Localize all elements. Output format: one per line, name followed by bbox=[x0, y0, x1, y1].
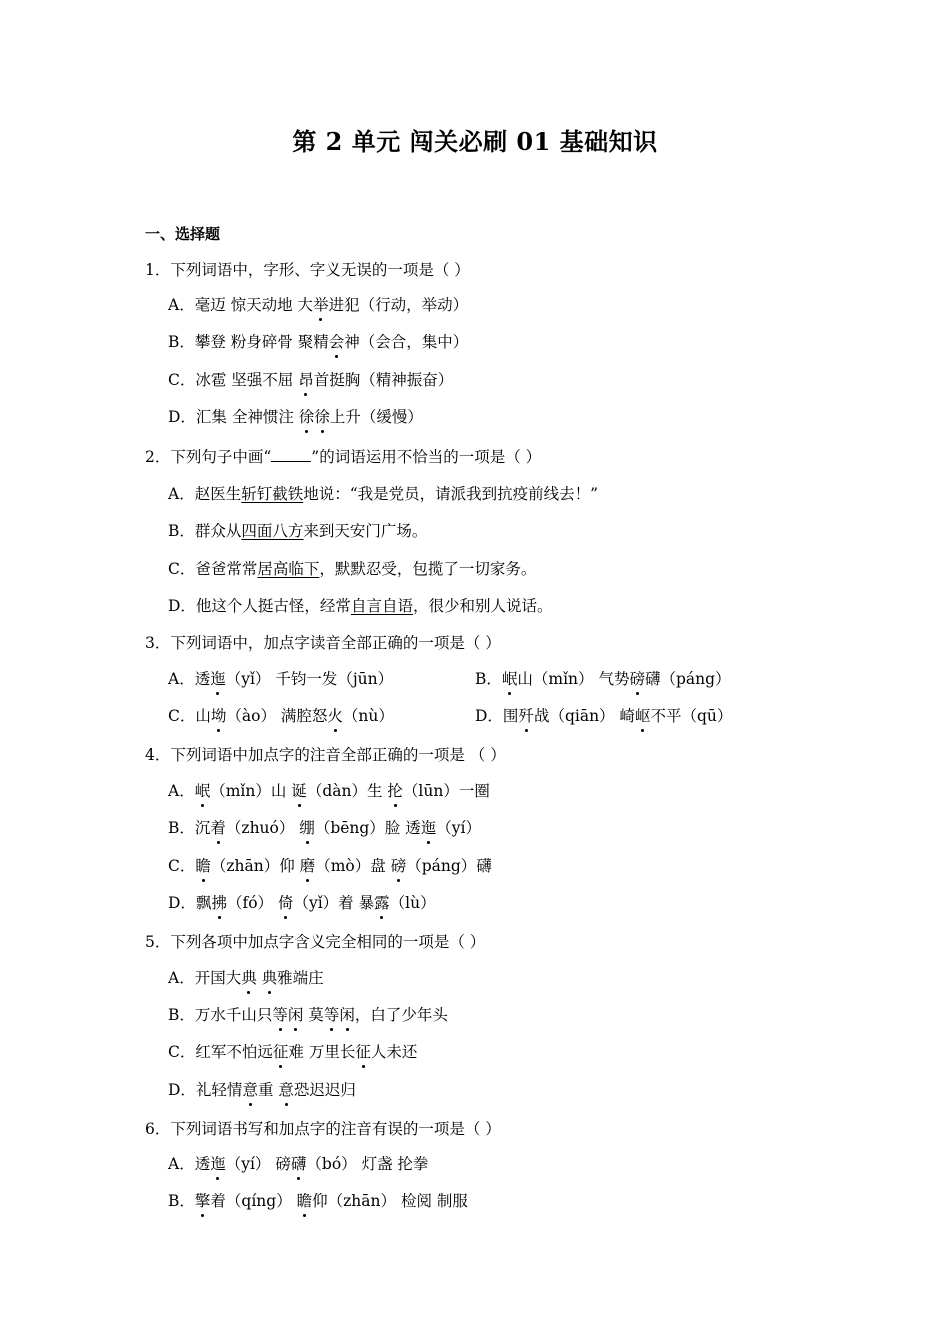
question-6-option-b: B．擎着（qíng） 瞻仰（zhān） 检阅 制服 bbox=[168, 1192, 468, 1210]
question-6-stem: 6．下列词语书写和加点字的注音有误的一项是（ ） bbox=[145, 1120, 501, 1138]
question-2-option-d: D．他这个人挺古怪，经常自言自语，很少和别人说话。 bbox=[168, 597, 553, 615]
question-1-option-c: C．冰雹 坚强不屈 昂首挺胸（精神振奋） bbox=[168, 371, 454, 389]
question-5-option-c: C．红军不怕远征难 万里长征人未还 bbox=[168, 1043, 418, 1061]
question-4-stem: 4．下列词语中加点字的注音全部正确的一项是 （ ） bbox=[145, 746, 506, 764]
question-1-option-b: B．攀登 粉身碎骨 聚精会神（会合，集中） bbox=[168, 333, 469, 351]
question-1-option-d: D．汇集 全神惯注 徐徐上升（缓慢） bbox=[168, 408, 423, 426]
question-5-option-b: B．万水千山只等闲 莫等闲，白了少年头 bbox=[168, 1006, 448, 1024]
question-4-option-a: A．岷（mǐn）山 诞（dàn）生 抡（lūn）一圈 bbox=[168, 782, 490, 800]
question-3-option-b: B．岷山（mǐn） 气势磅礴（páng） bbox=[475, 670, 731, 688]
question-2-option-a: A．赵医生斩钉截铁地说：“我是党员，请派我到抗疫前线去！” bbox=[168, 485, 599, 503]
underline-blank bbox=[271, 448, 311, 462]
question-5-option-a: A．开国大典 典雅端庄 bbox=[168, 969, 324, 987]
question-1-stem: 1．下列词语中，字形、字义无误的一项是（ ） bbox=[145, 261, 470, 279]
question-2-option-b: B．群众从四面八方来到天安门广场。 bbox=[168, 522, 428, 540]
question-6-option-a: A．透迤（yí） 磅礴（bó） 灯盏 抡拳 bbox=[168, 1155, 429, 1173]
question-2-stem: 2．下列句子中画“ ”的词语运用不恰当的一项是（ ） bbox=[145, 448, 542, 466]
question-3-option-d: D．围歼战（qiān） 崎岖不平（qū） bbox=[475, 707, 733, 725]
section-heading: 一、选择题 bbox=[145, 225, 221, 243]
page-title: 第 2 单元 闯关必刷 01 基础知识 bbox=[292, 127, 658, 156]
question-4-option-d: D．飘拂（fó） 倚（yǐ）着 暴露（lù） bbox=[168, 894, 436, 912]
question-5-option-d: D．礼轻情意重 意恐迟迟归 bbox=[168, 1081, 356, 1099]
question-3-option-c: C．山坳（ào） 满腔怒火（nù） bbox=[168, 707, 394, 725]
question-5-stem: 5．下列各项中加点字含义完全相同的一项是（ ） bbox=[145, 933, 486, 951]
question-1-option-a: A．毫迈 惊天动地 大举进犯（行动，举动） bbox=[168, 296, 469, 314]
question-4-option-b: B．沉着（zhuó） 绷（bēng）脸 透迤（yí） bbox=[168, 819, 481, 837]
question-2-option-c: C．爸爸常常居高临下，默默忍受，包揽了一切家务。 bbox=[168, 560, 537, 578]
question-3-option-a: A．透迤（yǐ） 千钧一发（jūn） bbox=[168, 670, 394, 688]
question-3-stem: 3．下列词语中，加点字读音全部正确的一项是（ ） bbox=[145, 634, 501, 652]
question-4-option-c: C．瞻（zhān）仰 磨（mò）盘 磅（páng）礴 bbox=[168, 857, 492, 875]
